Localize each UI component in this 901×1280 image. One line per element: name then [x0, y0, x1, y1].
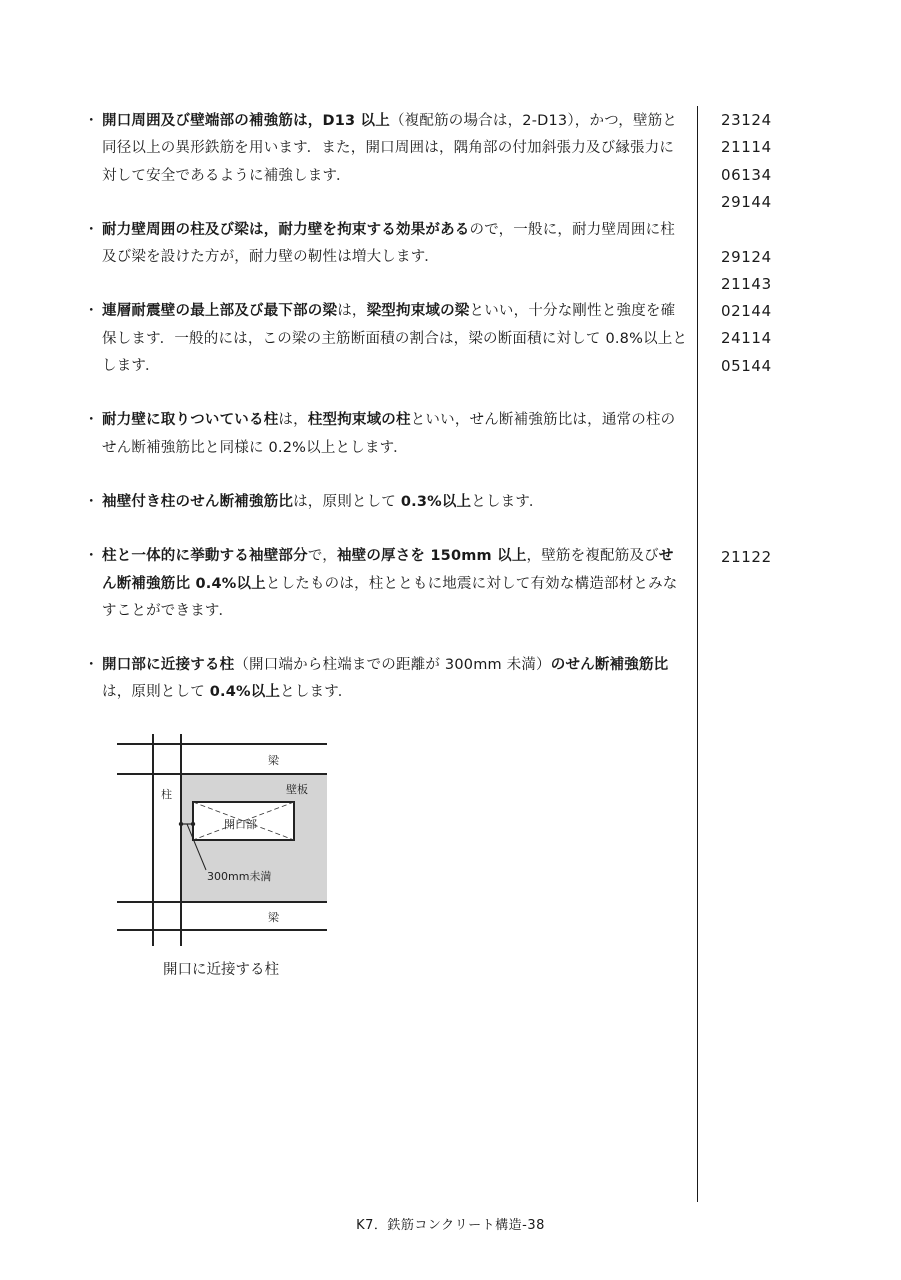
bullet-bold-text: 0.4%以上 — [209, 684, 281, 701]
bullet-item — [88, 407, 688, 462]
label-beam-bottom: 梁 — [268, 911, 279, 924]
question-code: 23124 — [721, 111, 772, 129]
bullet-item — [88, 543, 688, 625]
question-code: 02144 — [721, 302, 772, 321]
bullet-bold-text: 連層耐震壁の最上部及び最下部の梁 — [102, 303, 338, 320]
bullet-bold-text: 耐力壁に取りついている柱 — [102, 412, 279, 429]
bullet-text: といい，せん断補強筋比は，通常の柱のせん断補強筋比と同様に 0.2%以上とします． — [102, 412, 676, 456]
bullet-bold-text: のせん断補強筋比 — [550, 657, 669, 674]
bullet-bold-text: 耐力壁周囲の柱及び梁は，耐力壁を拘束する効果がある — [102, 221, 470, 238]
vertical-rule — [697, 106, 698, 1202]
label-beam-top: 梁 — [268, 754, 279, 767]
question-code: 21114 — [721, 138, 772, 157]
bullet-text: で， — [307, 548, 337, 565]
bullet-text: とします． — [280, 684, 353, 701]
bullet-item — [88, 217, 688, 272]
bullet-text: ので，一般に，耐力壁周囲に柱及び梁を設けた方が，耐力壁の靭性は増大します． — [102, 221, 676, 266]
question-code: 21143 — [721, 274, 772, 293]
bullet-item — [88, 652, 688, 707]
bullet-text: は， — [337, 303, 367, 320]
bullet-bold-text: 開口周囲及び壁端部の補強筋は，D13 以上 — [102, 113, 390, 129]
question-code: 06134 — [721, 165, 772, 184]
page-footer: K7．鉄筋コンクリート構造-38 — [356, 1218, 545, 1233]
bullet-text: としたものは，柱とともに地震に対して有効な構造部材とみなすことができます． — [102, 575, 678, 619]
label-column: 柱 — [161, 788, 172, 801]
bullet-text: は， — [278, 412, 308, 429]
bullet-list — [88, 108, 688, 707]
bullet-bold-text: 0.3%以上 — [400, 493, 472, 510]
label-wall-panel: 壁板 — [286, 783, 308, 796]
opening-column-diagram — [112, 730, 342, 980]
diagram-caption: 開口に近接する柱 — [163, 962, 279, 978]
question-code: 21122 — [721, 547, 772, 566]
question-code: 29124 — [721, 247, 772, 266]
bullet-text: は，原則として — [102, 684, 210, 701]
bullet-item — [88, 298, 688, 380]
bullet-text: は，原則として — [293, 493, 401, 510]
distance-marker-dot-right — [191, 822, 195, 826]
bullet-bold-text: 袖壁付き柱のせん断補強筋比 — [102, 493, 294, 510]
bullet-item — [88, 489, 688, 516]
question-code: 05144 — [721, 356, 772, 375]
label-opening: 開口部 — [224, 818, 257, 831]
question-code: 24114 — [721, 329, 772, 348]
bullet-text: とします． — [471, 493, 544, 510]
bullet-bold-text: 梁型拘束域の梁 — [366, 303, 470, 320]
bullet-item — [88, 108, 688, 190]
bullet-bold-text: 柱型拘束域の柱 — [307, 412, 411, 429]
bullet-bold-text: 柱と一体的に挙動する袖壁部分 — [102, 548, 308, 565]
bullet-text: ，壁筋を複配筋及び — [526, 548, 659, 565]
bullet-text: （複配筋の場合は，2-D13），かつ，壁筋と同径以上の異形鉄筋を用います．また，開口周囲は，隅角部の付加斜張力及び縁張力に対して安全であるように補強します． — [102, 113, 678, 184]
distance-marker-dot-left — [179, 822, 183, 826]
bullet-text: といい，十分な剛性と強度を確保します．一般的には，この梁の主筋断面積の割合は，梁の断面積に対して 0.8%以上とします． — [102, 303, 688, 375]
bullet-bold-text: 開口部に近接する柱 — [102, 657, 235, 674]
bullet-bold-text: 袖壁の厚さを 150mm 以上 — [336, 548, 527, 565]
question-code: 29144 — [721, 192, 772, 211]
bullet-text: （開口端から柱端までの距離が 300mm 未満） — [234, 657, 551, 674]
bullet-bold-text: せん断補強筋比 0.4%以上 — [102, 548, 674, 592]
label-distance: 300mm未満 — [207, 870, 272, 883]
